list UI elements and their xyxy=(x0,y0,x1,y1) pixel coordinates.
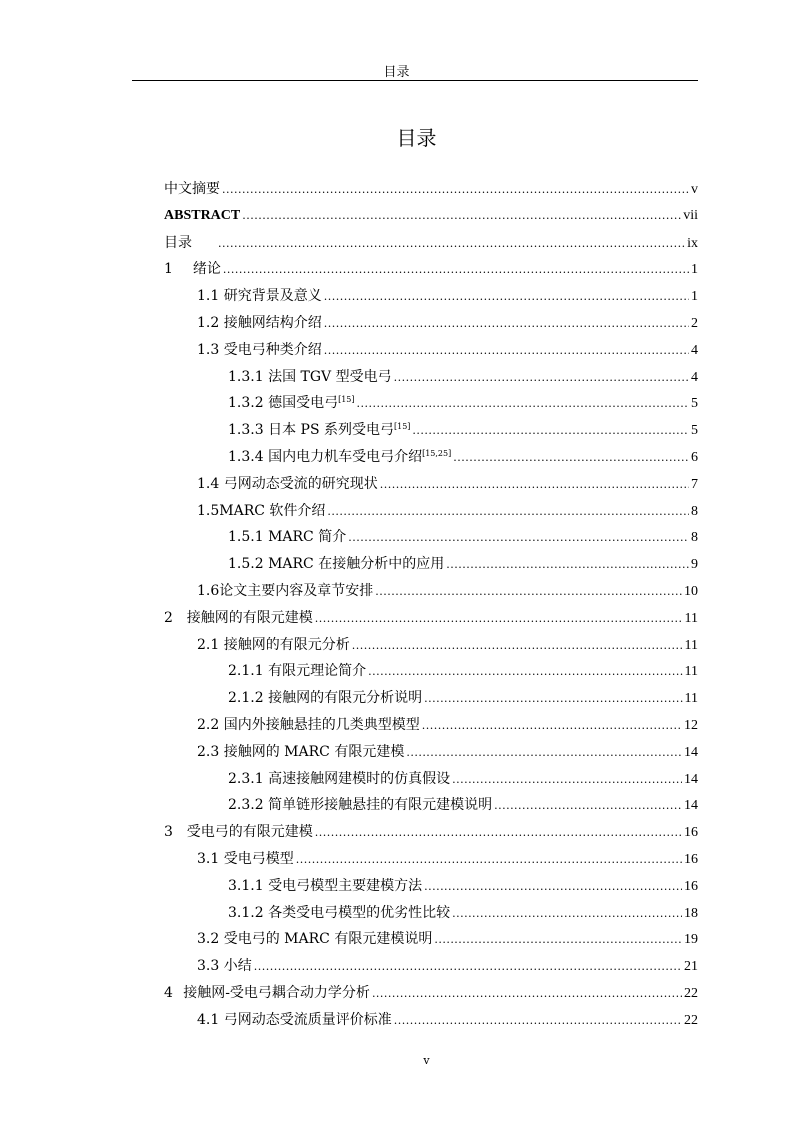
dot-leader xyxy=(348,525,689,552)
toc-entry-page: 11 xyxy=(684,691,698,707)
toc-entry-title: 目录 xyxy=(164,234,192,251)
toc-entry[interactable] xyxy=(164,390,698,417)
toc-entry-title: 接触网-受电弓耦合动力学分析 xyxy=(183,984,370,1001)
toc-entry[interactable] xyxy=(164,230,698,257)
section-number: 1.5 xyxy=(197,502,220,519)
toc-entry-title: 3.1.1 受电弓模型主要建模方法 xyxy=(228,877,423,894)
chapter-number: 1 xyxy=(164,261,173,278)
toc-entry[interactable] xyxy=(164,926,698,953)
dot-leader xyxy=(434,927,682,954)
toc-entry-page: 11 xyxy=(684,637,698,653)
toc-entry-title: 论文主要内容及章节安排 xyxy=(219,582,374,599)
toc-entry-page: v xyxy=(691,182,698,197)
toc-entry-page: 1 xyxy=(691,289,698,305)
toc-entry-page: 11 xyxy=(684,610,698,626)
chapter-number: 3 xyxy=(164,824,173,841)
dot-leader xyxy=(394,365,689,392)
toc-entry-title: 受电弓的有限元建模 xyxy=(186,824,313,841)
toc-entry-title: 1.3.1 法国 TGV 型受电弓 xyxy=(228,368,392,385)
toc-entry[interactable] xyxy=(164,980,698,1007)
toc-entry-title: 2.1.2 接触网的有限元分析说明 xyxy=(228,690,423,707)
toc-entry-title: 3.2 受电弓的 MARC 有限元建模说明 xyxy=(197,931,433,948)
dot-leader xyxy=(352,633,683,660)
toc-entry-title: 3.1 受电弓模型 xyxy=(197,850,294,867)
toc-entry-text: 1.3.3 日本 PS 系列受电弓 xyxy=(228,422,394,439)
dot-leader xyxy=(357,391,690,418)
toc-entry-page: 8 xyxy=(691,503,698,519)
toc-entry[interactable] xyxy=(164,551,698,578)
toc-entry-page: 12 xyxy=(684,717,698,733)
dot-leader xyxy=(494,793,682,820)
toc-entry-title: 2.3.2 简单链形接触悬挂的有限元建模说明 xyxy=(228,797,493,814)
toc-entry-title: 2.1.1 有限元理论简介 xyxy=(228,663,367,680)
toc-entry-title: 4.1 弓网动态受流质量评价标准 xyxy=(197,1011,392,1028)
dot-leader xyxy=(222,177,689,204)
citation: [15] xyxy=(393,422,411,432)
toc-entry-title: 2.3 接触网的 MARC 有限元建模 xyxy=(197,743,405,760)
dot-leader xyxy=(372,981,682,1008)
toc-entry-title: 绪论 xyxy=(192,261,221,278)
dot-leader xyxy=(315,820,682,847)
toc-entry-page: 5 xyxy=(691,423,698,439)
toc-entry-page: 11 xyxy=(684,664,698,680)
toc-entry-text: 1.3.2 德国受电弓 xyxy=(228,395,339,412)
dot-leader xyxy=(254,954,682,981)
page-title: 目录 xyxy=(396,126,437,150)
toc-entry-title: 接触网的有限元建模 xyxy=(186,609,313,626)
dot-leader xyxy=(327,499,689,526)
toc-entry[interactable] xyxy=(164,203,698,230)
toc-entry-title: ABSTRACT xyxy=(164,207,241,223)
toc-entry[interactable] xyxy=(164,846,698,873)
dot-leader xyxy=(223,257,689,284)
toc-entry-title: 中文摘要 xyxy=(164,181,220,197)
toc-entry-page: 1 xyxy=(691,262,698,278)
dot-leader xyxy=(446,552,689,579)
dot-leader xyxy=(324,311,689,338)
toc-entry-page: 2 xyxy=(691,315,698,331)
toc-entry-page: ix xyxy=(687,235,698,251)
table-of-contents xyxy=(164,176,698,1034)
toc-entry[interactable] xyxy=(164,712,698,739)
toc-entry-title: 3.3 小结 xyxy=(197,958,252,975)
chapter-number: 2 xyxy=(164,609,173,626)
header-divider xyxy=(132,80,698,81)
dot-leader xyxy=(424,874,682,901)
toc-entry-title: 1.5.2 MARC 在接触分析中的应用 xyxy=(228,556,445,573)
toc-entry-title: 1.5.1 MARC 简介 xyxy=(228,529,347,546)
citation: [15] xyxy=(338,395,355,405)
toc-entry[interactable] xyxy=(164,819,698,846)
chapter-number: 4 xyxy=(164,984,173,1001)
toc-entry[interactable] xyxy=(164,685,698,712)
toc-entry[interactable] xyxy=(164,471,698,498)
toc-entry[interactable] xyxy=(164,632,698,659)
toc-entry[interactable] xyxy=(164,498,698,525)
toc-entry[interactable] xyxy=(164,739,698,766)
toc-entry-page: 16 xyxy=(684,878,698,894)
toc-entry-title: 1.4 弓网动态受流的研究现状 xyxy=(197,475,378,492)
toc-entry-title: 1.3 受电弓种类介绍 xyxy=(197,341,322,358)
toc-entry[interactable] xyxy=(164,256,698,283)
toc-entry-page: 9 xyxy=(691,557,698,573)
toc-entry-page: 4 xyxy=(691,369,698,385)
dot-leader xyxy=(324,338,689,365)
toc-entry-text: 1.3.4 国内电力机车受电弓介绍 xyxy=(228,448,423,465)
toc-entry-page: 5 xyxy=(691,396,698,412)
toc-entry-title xyxy=(228,444,451,471)
dot-leader xyxy=(394,1008,682,1035)
toc-entry-page: 16 xyxy=(684,851,698,867)
dot-leader xyxy=(296,847,682,874)
toc-entry-page: 14 xyxy=(684,798,698,814)
toc-entry-page: 4 xyxy=(691,342,698,358)
toc-entry[interactable] xyxy=(164,337,698,364)
toc-entry[interactable] xyxy=(164,1007,698,1034)
toc-entry[interactable] xyxy=(164,524,698,551)
section-number: 1.6 xyxy=(197,582,220,599)
toc-entry-page: 21 xyxy=(684,959,698,975)
toc-entry-page: 6 xyxy=(691,449,698,465)
toc-entry[interactable] xyxy=(164,900,698,927)
toc-entry-page: 16 xyxy=(684,825,698,841)
toc-entry-title xyxy=(228,390,355,417)
toc-entry-page: 18 xyxy=(684,905,698,921)
dot-leader xyxy=(452,767,682,794)
dot-leader xyxy=(242,203,681,230)
dot-leader xyxy=(380,472,689,499)
toc-entry[interactable] xyxy=(164,310,698,337)
toc-entry-page: 14 xyxy=(684,744,698,760)
toc-entry[interactable] xyxy=(164,766,698,793)
toc-entry-title: 2.2 国内外接触悬挂的几类典型模型 xyxy=(197,716,420,733)
toc-entry-title: 1.1 研究背景及意义 xyxy=(197,288,322,305)
toc-entry[interactable] xyxy=(164,873,698,900)
dot-leader xyxy=(368,659,682,686)
toc-entry[interactable] xyxy=(164,444,698,471)
toc-entry[interactable] xyxy=(164,792,698,819)
page-number: v xyxy=(423,1054,430,1067)
toc-entry-title: 2.1 接触网的有限元分析 xyxy=(197,636,350,653)
dot-leader xyxy=(375,579,682,606)
toc-entry-title: 3.1.2 各类受电弓模型的优劣性比较 xyxy=(228,904,451,921)
dot-leader xyxy=(315,606,683,633)
dot-leader xyxy=(452,901,682,928)
dot-leader xyxy=(453,445,689,472)
dot-leader xyxy=(218,231,685,258)
toc-entry-title: 2.3.1 高速接触网建模时的仿真假设 xyxy=(228,770,451,787)
toc-entry-page: 7 xyxy=(691,476,698,492)
toc-entry-page: vii xyxy=(683,207,698,223)
toc-entry[interactable] xyxy=(164,417,698,444)
toc-entry[interactable] xyxy=(164,578,698,605)
dot-leader xyxy=(422,713,682,740)
dot-leader xyxy=(412,418,689,445)
toc-entry-page: 22 xyxy=(684,1012,698,1028)
toc-entry-page: 10 xyxy=(684,583,698,599)
toc-entry[interactable] xyxy=(164,176,698,203)
toc-entry[interactable] xyxy=(164,658,698,685)
dot-leader xyxy=(406,740,682,767)
toc-entry[interactable] xyxy=(164,605,698,632)
toc-entry[interactable] xyxy=(164,953,698,980)
toc-entry-title: MARC 软件介绍 xyxy=(219,502,326,519)
running-header: 目录 xyxy=(383,65,410,80)
dot-leader xyxy=(324,284,689,311)
toc-entry-page: 22 xyxy=(684,985,698,1001)
toc-entry-title: 1.2 接触网结构介绍 xyxy=(197,314,322,331)
toc-entry-page: 8 xyxy=(691,530,698,546)
toc-entry[interactable] xyxy=(164,364,698,391)
citation: [15,25] xyxy=(422,448,452,458)
toc-entry-page: 19 xyxy=(684,932,698,948)
toc-entry-title xyxy=(228,417,410,444)
toc-entry-page: 14 xyxy=(684,771,698,787)
toc-entry[interactable] xyxy=(164,283,698,310)
dot-leader xyxy=(424,686,682,713)
